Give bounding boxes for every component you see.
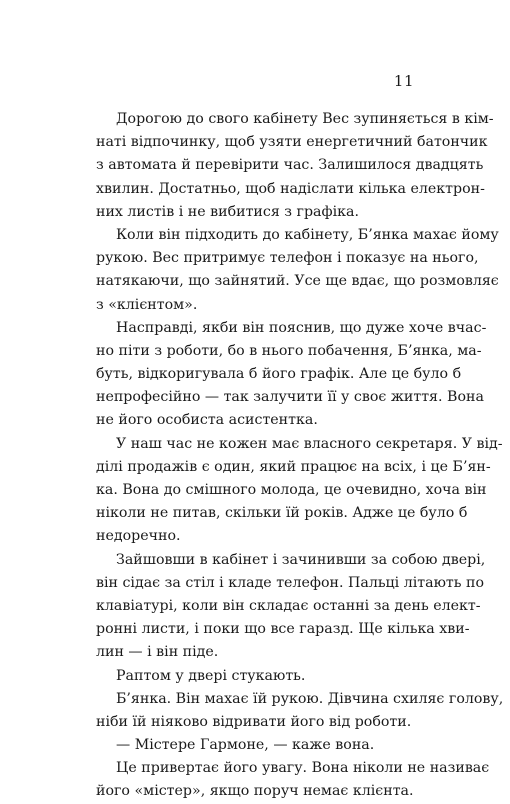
text-line: непрофесійно — так залучити її у своє життя. Вона: [96, 389, 484, 406]
text-line: ніколи не питав, скільки їй років. Адже це було б: [96, 505, 468, 522]
text-line: клавіатурі, коли він складає останні за день елект-: [96, 597, 481, 614]
text-line: Дорогою до свого кабінету Вес зупиняється в кім-: [116, 111, 494, 127]
text-line: ка. Вона до смішного молода, це очевидно, хоча він: [96, 482, 487, 498]
text-line: наті відпочинку, щоб узяти енергетичний батончик: [96, 134, 488, 151]
text-line: натякаючи, що зайнятий. Усе ще вдає, що розмовляє: [96, 273, 499, 290]
text-line: Насправді, якби він пояснив, що дуже хоче вчас-: [116, 319, 487, 336]
text-line: лин — і він піде.: [96, 644, 219, 661]
text-line: Б’янка. Він махає їй рукою. Дівчина схиляє голову,: [116, 690, 504, 707]
text-line: Раптом у двері стукають.: [116, 667, 306, 684]
text-line: ділі продажів є один, який працює на всіх, і це Б’ян-: [96, 458, 491, 475]
text-line: з автомата й перевірити час. Залишилося двадцять: [96, 157, 484, 174]
text-line: — Містере Гармоне, — каже вона.: [116, 737, 375, 754]
text-line: буть, відкоригувала б його графік. Але це було б: [96, 366, 462, 383]
text-line: з «клієнтом».: [96, 296, 198, 313]
text-line: Це привертає його увагу. Вона ніколи не називає: [116, 760, 490, 777]
text-line: його «містер», якщо поруч немає клієнта.: [96, 783, 414, 800]
text-line: він сідає за стіл і кладе телефон. Пальці літають по: [96, 574, 485, 591]
text-line: недоречно.: [96, 528, 181, 545]
text-line: У наш час не кожен має власного секретаря. У від-: [116, 435, 503, 452]
text-line: ніби їй ніяково відривати його від роботи.: [96, 713, 412, 730]
text-line: рукою. Вес притримує телефон і показує на нього,: [96, 250, 479, 267]
text-line: не його особиста асистентка.: [96, 412, 318, 429]
text-line: ронні листи, і поки що все гаразд. Ще кілька хви-: [96, 621, 470, 638]
text-line: но піти з роботи, бо в нього побачення, Б’янка, ма-: [96, 342, 482, 359]
body-text: [96, 108, 504, 804]
text-line: Коли він підходить до кабінету, Б’янка махає йому: [116, 226, 499, 243]
page-number: 11: [393, 72, 414, 90]
text-line: хвилин. Достатньо, щоб надіслати кілька електрон-: [96, 180, 485, 197]
text-line: Зайшовши в кабінет і зачинивши за собою двері,: [116, 551, 486, 568]
text-line: них листів і не вибитися з графіка.: [96, 203, 359, 220]
